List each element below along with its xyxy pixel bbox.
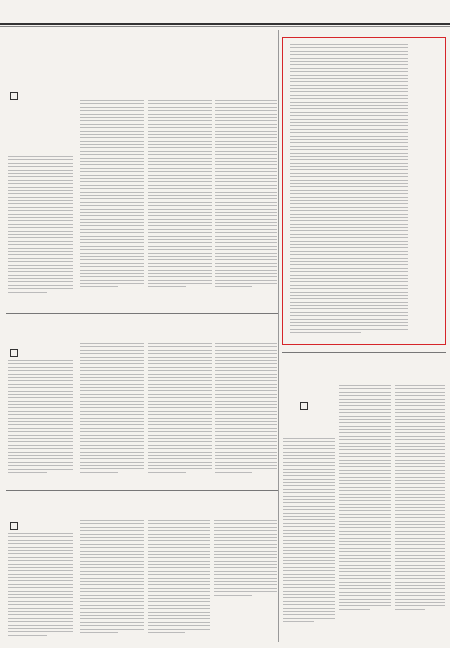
article-4-body-col3	[395, 385, 445, 638]
article-5-body-col4	[214, 520, 277, 602]
column-rule	[278, 30, 279, 642]
article-4-body-col1	[283, 438, 335, 638]
article-1-body-col3	[148, 100, 212, 305]
author-marker-icon	[10, 522, 18, 530]
article-3-body-col2	[80, 343, 144, 483]
article-4-body-col2	[339, 385, 391, 638]
article-5-body-col1	[8, 533, 73, 643]
article-1-body-col1	[8, 156, 73, 306]
article-5-body-col3	[148, 520, 210, 643]
section-divider-3	[6, 490, 278, 491]
article-3-body-col1	[8, 360, 73, 480]
article-1-body-col4	[215, 100, 277, 305]
section-divider-1	[6, 313, 278, 314]
article-3-author	[10, 349, 21, 358]
forum-logo	[12, 103, 82, 151]
guangming-commentary-logo	[212, 610, 274, 642]
article-1-body-col2	[80, 100, 144, 305]
header-rule	[0, 23, 450, 25]
article-5-author	[10, 522, 21, 531]
page-header	[0, 0, 450, 24]
article-2-body	[290, 44, 408, 334]
header-rule-thin	[0, 26, 450, 27]
article-3-body-col4	[215, 343, 277, 483]
author-marker-icon	[300, 402, 308, 410]
article-5-body-col2	[80, 520, 144, 643]
article-1-author	[10, 92, 21, 101]
article-3-body-col3	[148, 343, 212, 483]
author-marker-icon	[10, 349, 18, 357]
section-divider-2	[282, 352, 446, 353]
article-4-author	[300, 402, 311, 411]
author-marker-icon	[10, 92, 18, 100]
